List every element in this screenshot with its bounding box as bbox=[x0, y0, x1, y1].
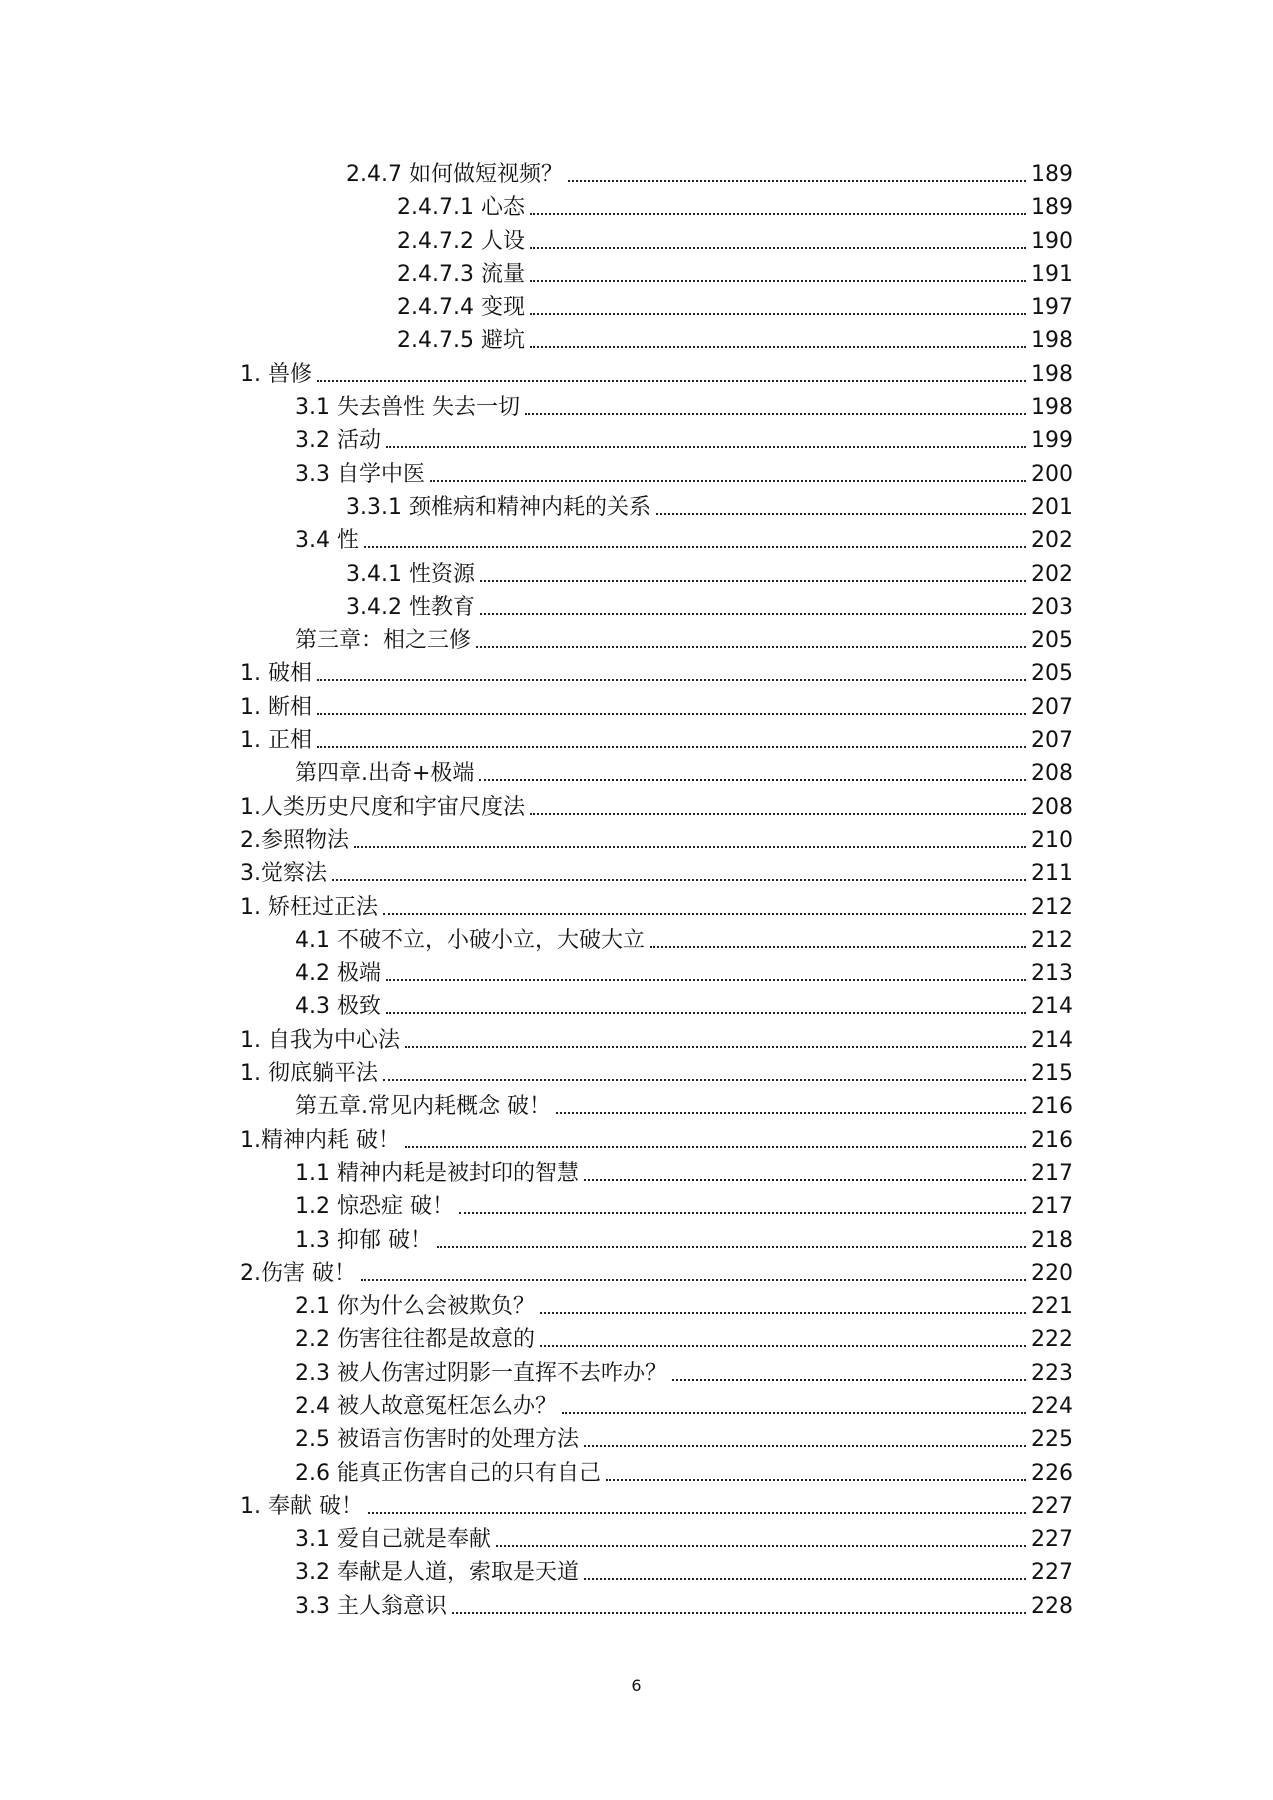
toc-entry[interactable] bbox=[295, 1326, 1073, 1354]
toc-row bbox=[0, 1189, 1273, 1222]
toc-dot-leader bbox=[452, 1612, 1026, 1614]
toc-row bbox=[0, 856, 1273, 889]
toc-entry-page: 216 bbox=[1031, 1094, 1073, 1120]
toc-row bbox=[0, 823, 1273, 856]
toc-dot-leader bbox=[606, 1479, 1026, 1481]
toc-dot-leader bbox=[386, 446, 1026, 448]
toc-entry[interactable] bbox=[295, 1193, 1073, 1221]
toc-dot-leader bbox=[556, 1112, 1026, 1114]
toc-entry-page: 215 bbox=[1031, 1061, 1073, 1087]
toc-row bbox=[0, 1489, 1273, 1522]
toc-row bbox=[0, 423, 1273, 456]
toc-entry-title: 1. 矫枉过正法 bbox=[240, 894, 378, 920]
toc-entry-title: 3.3.1 颈椎病和精神内耗的关系 bbox=[346, 494, 651, 520]
toc-row bbox=[0, 1056, 1273, 1089]
toc-dot-leader bbox=[368, 1512, 1026, 1514]
toc-row bbox=[0, 1456, 1273, 1489]
toc-dot-leader bbox=[386, 1012, 1026, 1014]
toc-entry-page: 205 bbox=[1031, 661, 1073, 687]
toc-entry-title: 3.1 爱自己就是奉献 bbox=[295, 1527, 491, 1553]
toc-entry-title: 3.1 失去兽性 失去一切 bbox=[295, 395, 520, 421]
toc-row bbox=[0, 890, 1273, 923]
toc-entry-title: 1.精神内耗 破！ bbox=[240, 1127, 400, 1153]
toc-entry[interactable] bbox=[295, 527, 1073, 555]
toc-entry-title: 4.1 不破不立，小破小立，大破大立 bbox=[295, 927, 645, 953]
toc-entry-title: 1. 自我为中心法 bbox=[240, 1027, 400, 1053]
toc-dot-leader bbox=[530, 280, 1026, 282]
toc-entry-title: 2.1 你为什么会被欺负？ bbox=[295, 1294, 535, 1320]
toc-entry[interactable] bbox=[240, 794, 1073, 822]
toc-entry-page: 212 bbox=[1031, 927, 1073, 953]
toc-entry-page: 202 bbox=[1031, 561, 1073, 587]
toc-entry-page: 203 bbox=[1031, 594, 1073, 620]
toc-row bbox=[0, 1023, 1273, 1056]
toc-dot-leader bbox=[479, 779, 1026, 781]
toc-entry-title: 3.3 主人翁意识 bbox=[295, 1593, 447, 1619]
toc-row bbox=[0, 390, 1273, 423]
toc-entry-page: 207 bbox=[1031, 694, 1073, 720]
toc-dot-leader bbox=[562, 1412, 1026, 1414]
toc-entry-page: 216 bbox=[1031, 1127, 1073, 1153]
toc-row bbox=[0, 557, 1273, 590]
toc-entry-title: 1.1 精神内耗是被封印的智慧 bbox=[295, 1160, 579, 1186]
toc-row bbox=[0, 1389, 1273, 1422]
toc-dot-leader bbox=[584, 1445, 1026, 1447]
toc-entry-title: 2.4 被人故意冤枉怎么办？ bbox=[295, 1393, 557, 1419]
toc-row bbox=[0, 357, 1273, 390]
toc-entry-title: 第三章：相之三修 bbox=[295, 628, 472, 654]
toc-entry-page: 208 bbox=[1031, 794, 1073, 820]
toc-dot-leader bbox=[430, 480, 1026, 482]
toc-entry[interactable] bbox=[295, 960, 1073, 988]
toc-entry-title: 3.4.1 性资源 bbox=[346, 561, 475, 587]
toc-dot-leader bbox=[480, 580, 1026, 582]
toc-row bbox=[0, 1322, 1273, 1355]
toc-entry-page: 224 bbox=[1031, 1393, 1073, 1419]
toc-entry-page: 221 bbox=[1031, 1294, 1073, 1320]
toc-entry-page: 217 bbox=[1031, 1194, 1073, 1220]
toc-entry[interactable] bbox=[240, 727, 1073, 755]
toc-entry[interactable] bbox=[240, 894, 1073, 922]
toc-entry-title: 第五章.常见内耗概念 破！ bbox=[295, 1094, 551, 1120]
toc-entry-page: 190 bbox=[1031, 228, 1073, 254]
toc-entry-page: 212 bbox=[1031, 894, 1073, 920]
toc-entry-title: 1.3 抑郁 破！ bbox=[295, 1227, 432, 1253]
toc-entry-page: 202 bbox=[1031, 528, 1073, 554]
toc-entry[interactable] bbox=[295, 1393, 1073, 1421]
toc-row bbox=[0, 1156, 1273, 1189]
toc-entry[interactable] bbox=[240, 660, 1073, 688]
toc-entry[interactable] bbox=[295, 1559, 1073, 1587]
toc-entry-title: 3.2 活动 bbox=[295, 428, 381, 454]
toc-entry-title: 2.4.7 如何做短视频？ bbox=[346, 162, 563, 187]
toc-entry-title: 1.人类历史尺度和宇宙尺度法 bbox=[240, 794, 525, 820]
toc-entry-title: 2.3 被人伤害过阴影一直挥不去咋办？ bbox=[295, 1360, 667, 1386]
toc-dot-leader bbox=[672, 1379, 1026, 1381]
toc-entry-page: 227 bbox=[1031, 1493, 1073, 1519]
toc-entry-title: 4.3 极致 bbox=[295, 994, 381, 1020]
toc-row bbox=[0, 190, 1273, 223]
toc-entry[interactable] bbox=[346, 561, 1073, 589]
toc-dot-leader bbox=[650, 946, 1026, 948]
toc-entry-title: 3.4.2 性教育 bbox=[346, 594, 475, 620]
toc-entry-page: 189 bbox=[1031, 162, 1073, 187]
toc-dot-leader bbox=[476, 646, 1026, 648]
toc-entry-page: 210 bbox=[1031, 827, 1073, 853]
toc-row bbox=[0, 457, 1273, 490]
toc-entry-page: 199 bbox=[1031, 428, 1073, 454]
toc-row bbox=[0, 1289, 1273, 1322]
toc-dot-leader bbox=[496, 1545, 1026, 1547]
toc-dot-leader bbox=[459, 1212, 1026, 1214]
toc-entry-page: 205 bbox=[1031, 628, 1073, 654]
toc-entry-title: 2.参照物法 bbox=[240, 827, 349, 853]
toc-entry[interactable] bbox=[240, 1493, 1073, 1521]
toc-entry-page: 217 bbox=[1031, 1160, 1073, 1186]
toc-entry[interactable] bbox=[397, 194, 1073, 222]
toc-entry[interactable] bbox=[346, 594, 1073, 622]
toc-entry-page: 211 bbox=[1031, 861, 1073, 887]
toc-dot-leader bbox=[530, 346, 1026, 348]
toc-dot-leader bbox=[540, 1312, 1026, 1314]
toc-dot-leader bbox=[361, 1279, 1026, 1281]
toc-entry-page: 214 bbox=[1031, 994, 1073, 1020]
toc-entry-title: 3.4 性 bbox=[295, 528, 359, 554]
table-of-contents bbox=[0, 157, 1273, 1622]
toc-entry-title: 1. 彻底躺平法 bbox=[240, 1061, 378, 1087]
toc-entry-title: 3.2 奉献是人道，索取是天道 bbox=[295, 1560, 579, 1586]
toc-entry[interactable] bbox=[295, 1093, 1073, 1121]
toc-entry[interactable] bbox=[397, 327, 1073, 355]
toc-entry[interactable] bbox=[295, 394, 1073, 422]
toc-dot-leader bbox=[317, 713, 1026, 715]
toc-row bbox=[0, 224, 1273, 257]
toc-entry-title: 1.2 惊恐症 破！ bbox=[295, 1194, 454, 1220]
toc-entry-page: 214 bbox=[1031, 1027, 1073, 1053]
toc-entry[interactable] bbox=[240, 860, 1073, 888]
toc-dot-leader bbox=[525, 413, 1026, 415]
toc-row bbox=[0, 1589, 1273, 1622]
toc-entry[interactable] bbox=[240, 1060, 1073, 1088]
toc-entry-title: 1. 兽修 bbox=[240, 361, 312, 387]
toc-row bbox=[0, 290, 1273, 323]
toc-entry-page: 223 bbox=[1031, 1360, 1073, 1386]
toc-dot-leader bbox=[405, 1046, 1026, 1048]
toc-row bbox=[0, 790, 1273, 823]
toc-entry-page: 227 bbox=[1031, 1560, 1073, 1586]
toc-entry[interactable] bbox=[240, 1260, 1073, 1288]
toc-row bbox=[0, 923, 1273, 956]
toc-entry-title: 2.4.7.1 心态 bbox=[397, 195, 525, 221]
toc-entry-page: 198 bbox=[1031, 395, 1073, 421]
toc-entry-page: 197 bbox=[1031, 295, 1073, 321]
toc-entry-title: 4.2 极端 bbox=[295, 961, 381, 987]
page-number: 6 bbox=[631, 1676, 642, 1695]
toc-entry-page: 207 bbox=[1031, 728, 1073, 754]
toc-entry-title: 2.5 被语言伤害时的处理方法 bbox=[295, 1427, 579, 1453]
toc-entry-page: 201 bbox=[1031, 494, 1073, 520]
toc-dot-leader bbox=[530, 813, 1026, 815]
toc-dot-leader bbox=[540, 1345, 1026, 1347]
toc-entry[interactable] bbox=[346, 494, 1073, 522]
toc-dot-leader bbox=[364, 546, 1026, 548]
toc-dot-leader bbox=[480, 613, 1026, 615]
toc-entry-title: 1. 破相 bbox=[240, 661, 312, 687]
toc-entry-title: 2.4.7.4 变现 bbox=[397, 295, 525, 321]
toc-dot-leader bbox=[332, 879, 1026, 881]
toc-entry[interactable] bbox=[397, 294, 1073, 322]
toc-dot-leader bbox=[317, 679, 1026, 681]
toc-row bbox=[0, 1123, 1273, 1156]
toc-dot-leader bbox=[354, 846, 1026, 848]
toc-row bbox=[0, 1089, 1273, 1122]
toc-row bbox=[0, 590, 1273, 623]
toc-entry[interactable] bbox=[295, 1526, 1073, 1554]
toc-entry-title: 2.4.7.2 人设 bbox=[397, 228, 525, 254]
toc-entry[interactable] bbox=[295, 1426, 1073, 1454]
toc-dot-leader bbox=[656, 513, 1026, 515]
toc-row bbox=[0, 656, 1273, 689]
toc-entry[interactable] bbox=[295, 927, 1073, 955]
toc-row bbox=[0, 257, 1273, 290]
toc-entry-page: 191 bbox=[1031, 261, 1073, 287]
toc-entry[interactable] bbox=[240, 1027, 1073, 1055]
toc-entry-page: 220 bbox=[1031, 1260, 1073, 1286]
toc-row bbox=[0, 523, 1273, 556]
toc-row bbox=[0, 623, 1273, 656]
toc-entry[interactable] bbox=[295, 1593, 1073, 1621]
toc-row bbox=[0, 1422, 1273, 1455]
toc-entry-title: 2.4.7.5 避坑 bbox=[397, 328, 525, 354]
toc-entry[interactable] bbox=[295, 1227, 1073, 1255]
toc-entry[interactable] bbox=[240, 694, 1073, 722]
toc-dot-leader bbox=[317, 380, 1026, 382]
toc-entry[interactable] bbox=[240, 827, 1073, 855]
toc-entry-title: 2.2 伤害往往都是故意的 bbox=[295, 1327, 535, 1353]
toc-dot-leader bbox=[383, 913, 1026, 915]
toc-row bbox=[0, 956, 1273, 989]
toc-dot-leader bbox=[383, 1079, 1026, 1081]
toc-entry[interactable] bbox=[295, 760, 1073, 788]
toc-entry-page: 213 bbox=[1031, 961, 1073, 987]
toc-entry-page: 228 bbox=[1031, 1593, 1073, 1619]
toc-entry[interactable] bbox=[295, 1160, 1073, 1188]
toc-row bbox=[0, 490, 1273, 523]
toc-dot-leader bbox=[568, 180, 1026, 182]
toc-entry-page: 225 bbox=[1031, 1427, 1073, 1453]
toc-entry[interactable] bbox=[240, 1127, 1073, 1155]
toc-entry-title: 2.伤害 破！ bbox=[240, 1260, 356, 1286]
toc-row bbox=[0, 323, 1273, 356]
toc-entry[interactable] bbox=[346, 161, 1073, 189]
toc-row bbox=[0, 1256, 1273, 1289]
toc-row bbox=[0, 756, 1273, 789]
toc-dot-leader bbox=[317, 746, 1026, 748]
toc-dot-leader bbox=[437, 1246, 1026, 1248]
toc-entry[interactable] bbox=[295, 1360, 1073, 1388]
toc-entry-title: 1. 正相 bbox=[240, 728, 312, 754]
toc-row bbox=[0, 157, 1273, 190]
toc-entry-title: 2.6 能真正伤害自己的只有自己 bbox=[295, 1460, 601, 1486]
toc-entry-title: 3.觉察法 bbox=[240, 861, 327, 887]
toc-entry-page: 189 bbox=[1031, 195, 1073, 221]
toc-row bbox=[0, 1555, 1273, 1588]
toc-dot-leader bbox=[386, 979, 1026, 981]
toc-row bbox=[0, 1223, 1273, 1256]
toc-row bbox=[0, 1522, 1273, 1555]
toc-entry-title: 1. 奉献 破！ bbox=[240, 1493, 363, 1519]
toc-entry-page: 208 bbox=[1031, 761, 1073, 787]
toc-dot-leader bbox=[584, 1578, 1026, 1580]
toc-entry-page: 198 bbox=[1031, 328, 1073, 354]
toc-entry-page: 200 bbox=[1031, 461, 1073, 487]
toc-entry[interactable] bbox=[295, 1460, 1073, 1488]
toc-entry[interactable] bbox=[295, 1293, 1073, 1321]
toc-dot-leader bbox=[530, 247, 1026, 249]
toc-entry-page: 198 bbox=[1031, 361, 1073, 387]
toc-entry-title: 第四章.出奇+极端 bbox=[295, 761, 475, 787]
toc-dot-leader bbox=[584, 1179, 1026, 1181]
toc-dot-leader bbox=[530, 313, 1026, 315]
toc-dot-leader bbox=[405, 1146, 1026, 1148]
toc-entry[interactable] bbox=[295, 993, 1073, 1021]
toc-entry[interactable] bbox=[397, 228, 1073, 256]
toc-entry-page: 226 bbox=[1031, 1460, 1073, 1486]
toc-row bbox=[0, 1356, 1273, 1389]
toc-row bbox=[0, 690, 1273, 723]
toc-entry-title: 3.3 自学中医 bbox=[295, 461, 425, 487]
toc-row bbox=[0, 989, 1273, 1022]
toc-entry-page: 227 bbox=[1031, 1527, 1073, 1553]
toc-row bbox=[0, 723, 1273, 756]
toc-entry[interactable] bbox=[295, 461, 1073, 489]
toc-entry[interactable] bbox=[295, 627, 1073, 655]
toc-entry[interactable] bbox=[240, 361, 1073, 389]
toc-dot-leader bbox=[530, 213, 1026, 215]
toc-entry-page: 222 bbox=[1031, 1327, 1073, 1353]
toc-entry[interactable] bbox=[295, 427, 1073, 455]
toc-entry-page: 218 bbox=[1031, 1227, 1073, 1253]
toc-entry-title: 1. 断相 bbox=[240, 694, 312, 720]
toc-entry-title: 2.4.7.3 流量 bbox=[397, 261, 525, 287]
toc-entry[interactable] bbox=[397, 261, 1073, 289]
